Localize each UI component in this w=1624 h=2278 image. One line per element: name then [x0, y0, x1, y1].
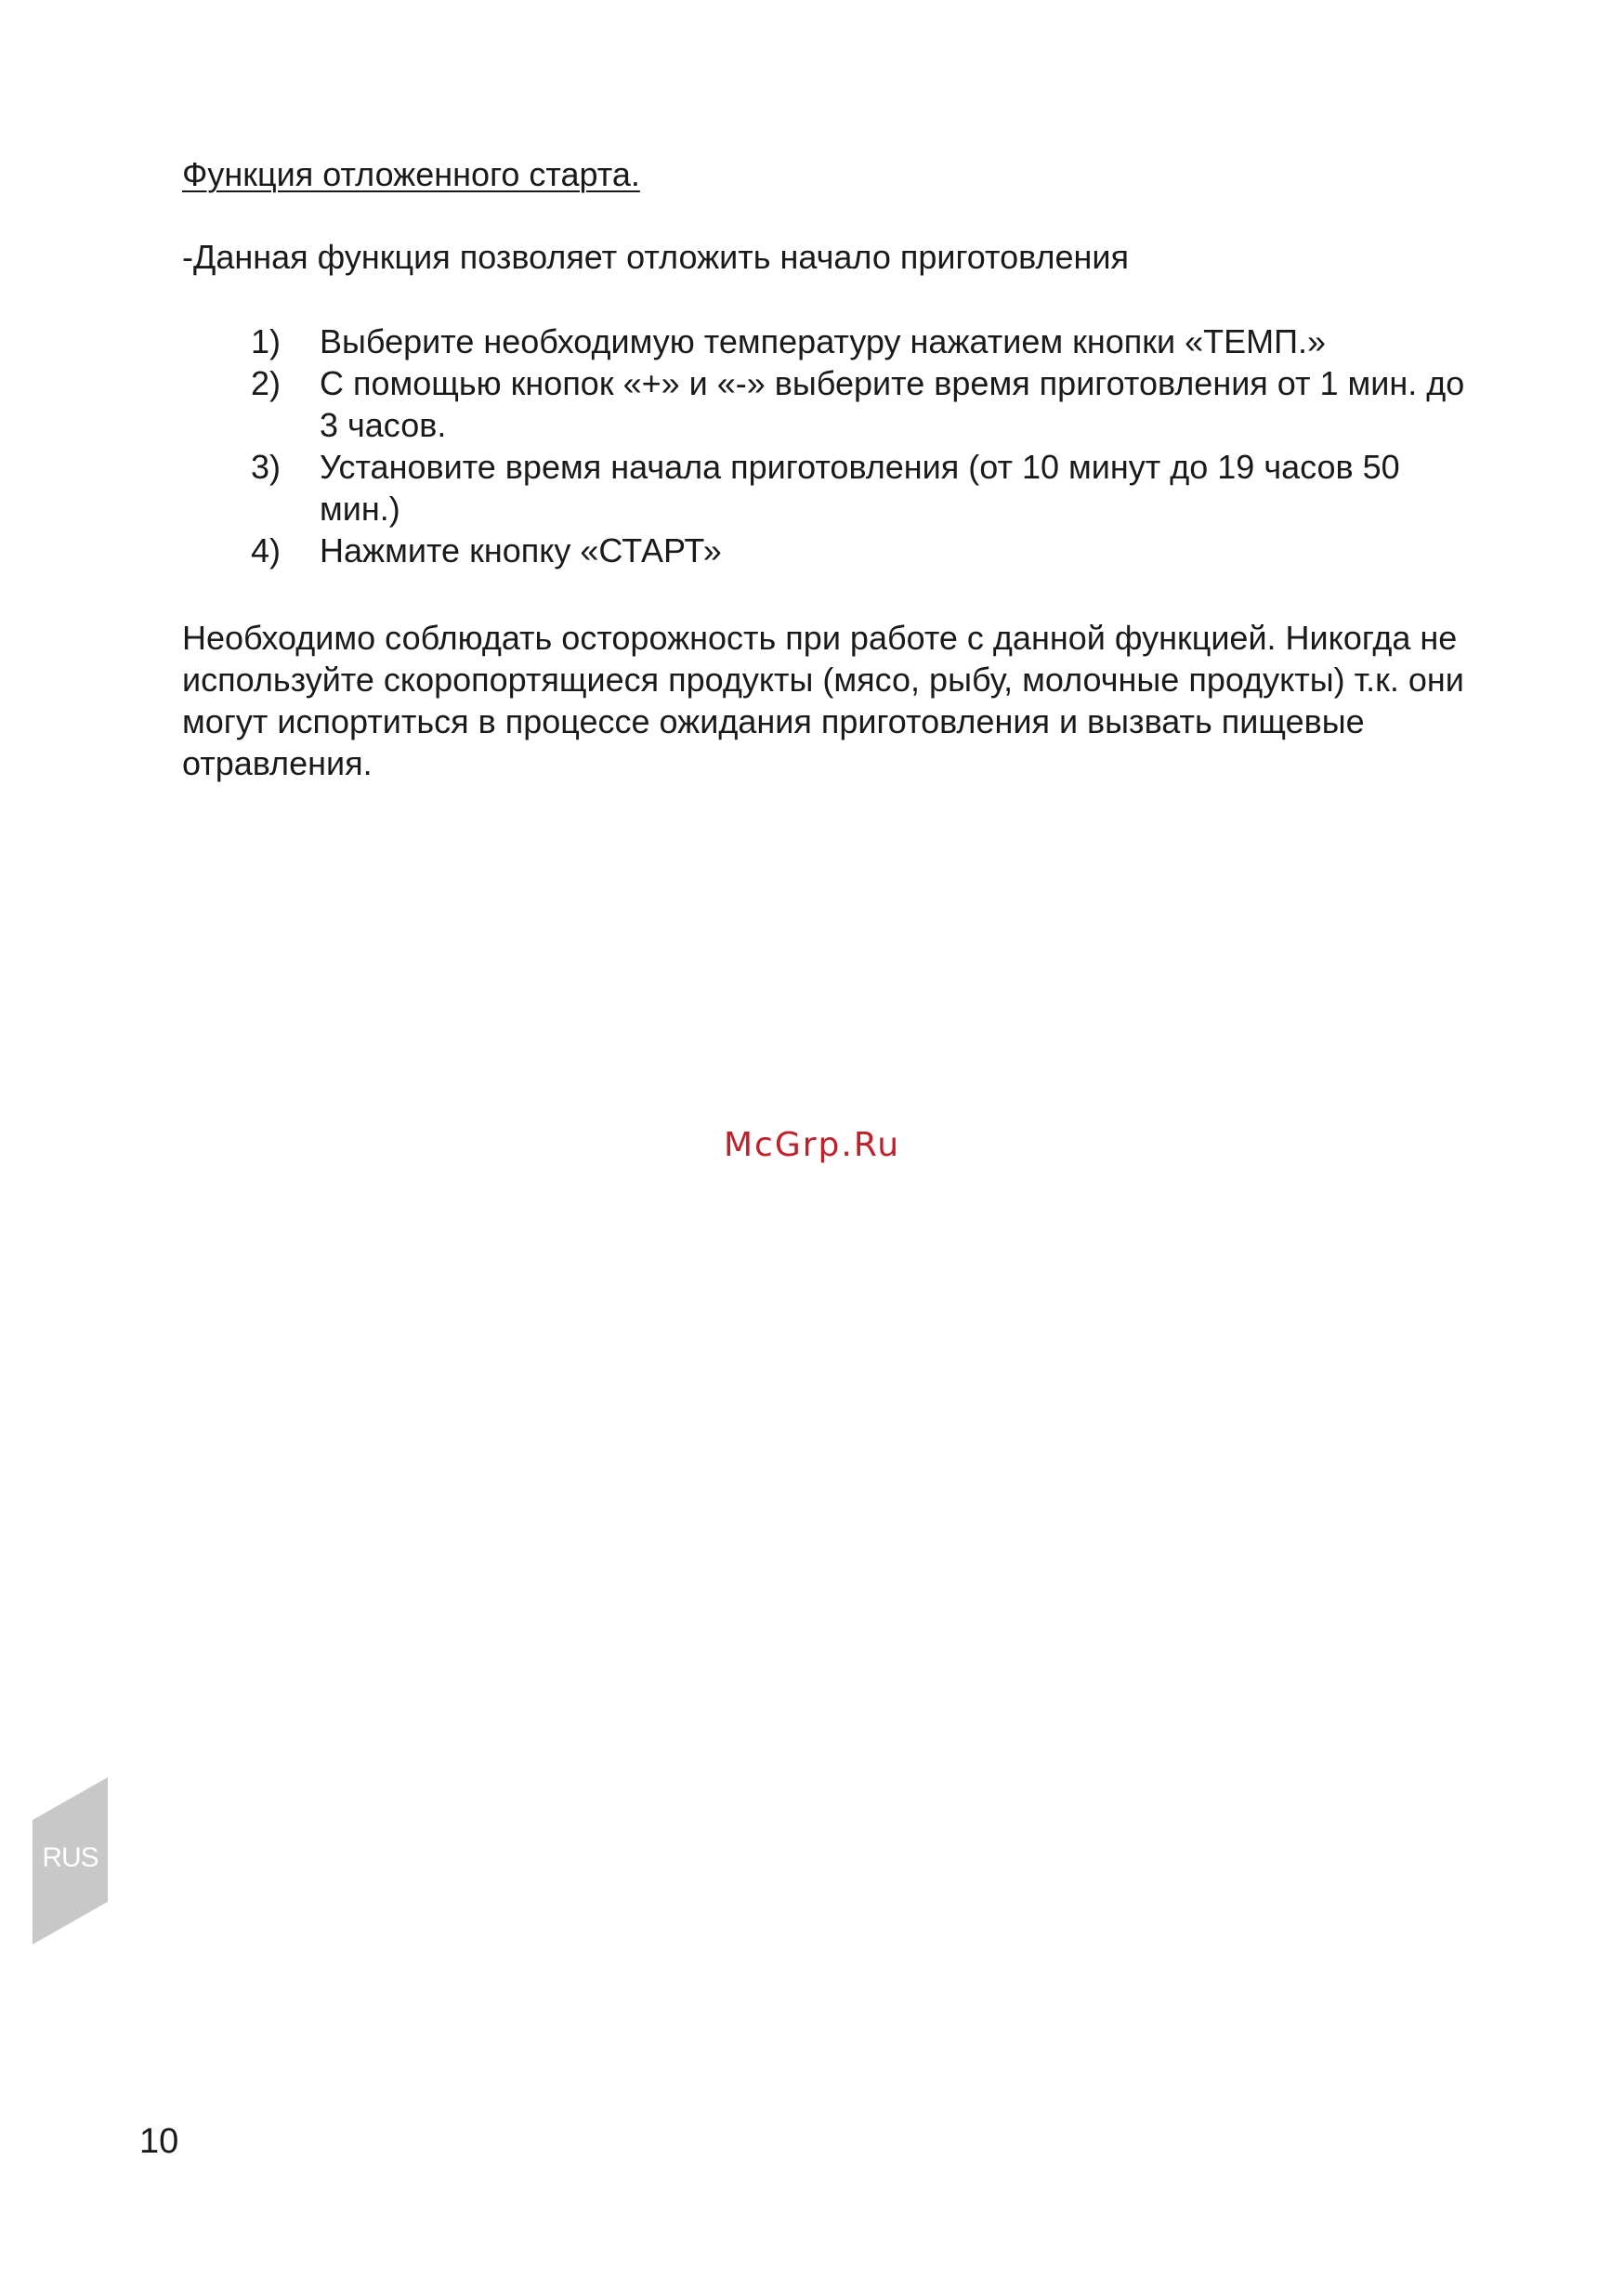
page-number: 10: [139, 2122, 179, 2161]
watermark: McGrp.Ru: [723, 1126, 901, 1164]
language-tab: [33, 1777, 108, 1944]
step-item: [251, 362, 1486, 446]
step-text: Нажмите кнопку «СТАРТ»: [320, 531, 722, 570]
step-item: [251, 530, 1486, 571]
step-number: 4): [251, 531, 282, 570]
step-number: 1): [251, 322, 282, 360]
section-heading: Функция отложенного старта.: [182, 155, 640, 193]
steps-list: [251, 321, 1486, 571]
step-text: Установите время начала приготовления (от 10 минут до 19 часов 50 мин.): [320, 448, 1400, 528]
language-tab-label: RUS: [42, 1842, 98, 1873]
warning-paragraph: Необходимо соблюдать осторожность при работе с данной функцией. Никогда не используйте скоропортящиеся продукты (мясо, рыбу, молочные продукты) т.к. они могут испортиться в процессе ожидания приготовления и вызвать пищевые отравления.: [182, 619, 1464, 782]
intro-text: -Данная функция позволяет отложить начало приготовления: [182, 238, 1129, 276]
step-item: [251, 446, 1486, 530]
step-text: С помощью кнопок «+» и «-» выберите время приготовления от 1 мин. до 3 часов.: [320, 364, 1465, 444]
step-item: [251, 321, 1486, 362]
step-number: 2): [251, 364, 282, 402]
step-number: 3): [251, 448, 282, 486]
step-text: Выберите необходимую температуру нажатием кнопки «ТЕМП.»: [320, 322, 1327, 360]
